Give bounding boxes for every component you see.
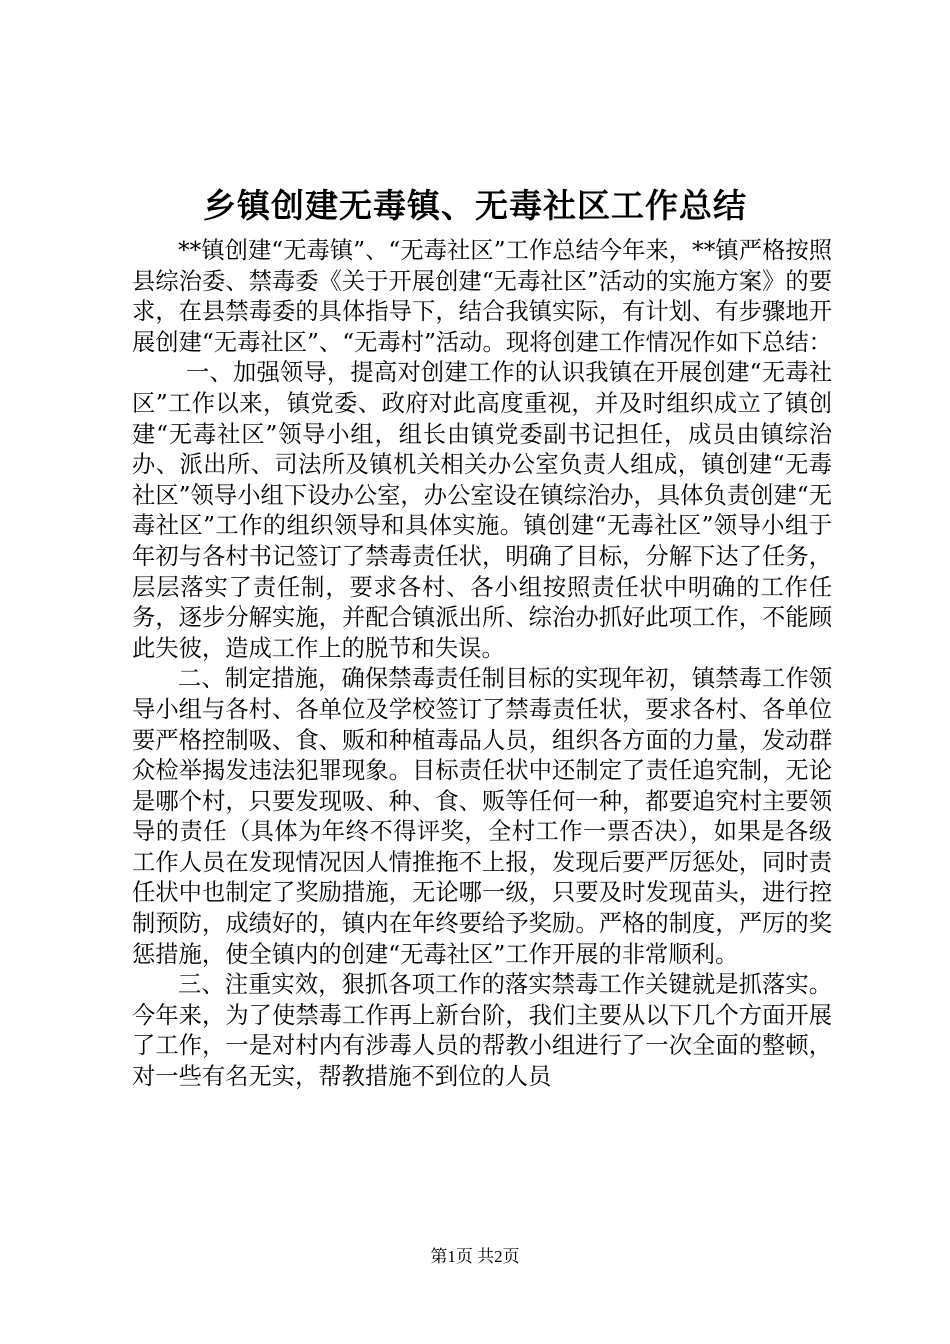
document-body — [132, 236, 832, 1093]
page-number-footer: 第1页 共2页 — [430, 1247, 520, 1266]
document-title: 乡镇创建无毒镇、无毒社区工作总结 — [203, 186, 747, 225]
paragraph-section-3: 三、注重实效，狠抓各项工作的落实禁毒工作关键就是抓落实。今年来，为了使禁毒工作再上新台阶，我们主要从以下几个方面开展了工作，一是对村内有涉毒人员的帮教小组进行了一次全面的整顿，对一些有名无实，帮教措施不到位的人员 — [132, 971, 832, 1091]
paragraph-section-2: 二、制定措施，确保禁毒责任制目标的实现年初，镇禁毒工作领导小组与各村、各单位及学校签订了禁毒责任状，要求各村、各单位要严格控制吸、食、贩和种植毒品人员，组织各方面的力量，发动群众检举揭发违法犯罪现象。目标责任状中还制定了责任追究制，无论是哪个村，只要发现吸、种、食、贩等任何一种，都要追究村主要领导的责任（具体为年终不得评奖，全村工作一票否决），如果是各级工作人员在发现情况因人情推拖不上报，发现后要严厉惩处，同时责任状中也制定了奖励措施，无论哪一级，只要及时发现苗头，进行控制预防，成绩好的，镇内在年终要给予奖励。严格的制度，严厉的奖惩措施，使全镇内的创建“无毒社区”工作开展的非常顺利。 — [132, 665, 832, 968]
paragraph-intro: **镇创建“无毒镇”、“无毒社区”工作总结今年来，**镇严格按照县综治委、禁毒委《关于开展创建“无毒社区”活动的实施方案》的要求，在县禁毒委的具体指导下，结合我镇实际，有计划、有步骤地开展创建“无毒社区”、“无毒村”活动。现将创建工作情况作如下总结： — [132, 237, 832, 356]
paragraph-section-1: 一、加强领导，提高对创建工作的认识我镇在开展创建“无毒社区”工作以来，镇党委、政府对此高度重视，并及时组织成立了镇创建“无毒社区”领导小组，组长由镇党委副书记担任，成员由镇综治办、派出所、司法所及镇机关相关办公室负责人组成，镇创建“无毒社区”领导小组下设办公室，办公室设在镇综治办，具体负责创建“无毒社区”工作的组织领导和具体实施。镇创建“无毒社区”领导小组于年初与各村书记签订了禁毒责任状，明确了目标，分解下达了任务，层层落实了责任制，要求各村、各小组按照责任状中明确的工作任务，逐步分解实施，并配合镇派出所、综治办抓好此项工作，不能顾此失彼，造成工作上的脱节和失误。 — [132, 359, 832, 662]
